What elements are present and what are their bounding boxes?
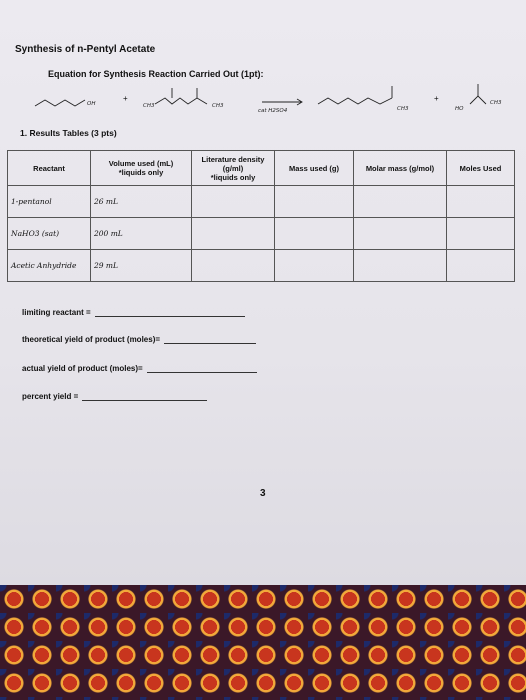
- col-reactant: Reactant: [8, 151, 91, 186]
- density-cell[interactable]: [192, 250, 275, 282]
- reactant-cell[interactable]: Acetic Anhydride: [8, 250, 91, 282]
- table-row: [8, 186, 515, 218]
- actual-yield-field: actual yield of product (moles)=: [22, 364, 257, 373]
- mass-cell[interactable]: [275, 186, 354, 218]
- molar-mass-cell[interactable]: [354, 186, 447, 218]
- volume-cell[interactable]: 29 mL: [91, 250, 192, 282]
- volume-cell[interactable]: 200 mL: [91, 218, 192, 250]
- ho-label: HO: [455, 106, 464, 112]
- theoretical-yield-blank[interactable]: [164, 343, 256, 344]
- table-row: [8, 250, 515, 282]
- col-mass: Mass used (g): [275, 151, 354, 186]
- plus-sign-1: +: [123, 94, 128, 103]
- molar-mass-cell[interactable]: [354, 250, 447, 282]
- volume-cell[interactable]: 26 mL: [91, 186, 192, 218]
- col-density: Literature density (g/ml) *liquids only: [192, 151, 275, 186]
- table-row: [8, 218, 515, 250]
- molar-mass-cell[interactable]: [354, 218, 447, 250]
- density-cell[interactable]: [192, 218, 275, 250]
- col-volume: Volume used (mL) *liquids only: [91, 151, 192, 186]
- percent-yield-field: percent yield =: [22, 392, 207, 401]
- table-header-row: [8, 151, 515, 186]
- reactant-cell[interactable]: NaHO3 (sat): [8, 218, 91, 250]
- catalyst-label: cat H2SO4: [258, 108, 288, 114]
- density-cell[interactable]: [192, 186, 275, 218]
- results-table: [7, 150, 515, 282]
- ch3-label-d: CH3: [490, 100, 502, 106]
- percent-yield-blank[interactable]: [82, 400, 207, 401]
- results-heading: 1. Results Tables (3 pts): [20, 128, 117, 138]
- oh-label: OH: [87, 101, 96, 107]
- ester-skeleton: [318, 98, 392, 104]
- page-title: Synthesis of n-Pentyl Acetate: [15, 44, 156, 55]
- limiting-reactant-blank[interactable]: [95, 316, 245, 317]
- ch3-label-b: CH3: [212, 103, 224, 109]
- reactant-cell[interactable]: 1-pentanol: [8, 186, 91, 218]
- moles-cell[interactable]: [447, 186, 515, 218]
- moles-cell[interactable]: [447, 250, 515, 282]
- anhydride-skeleton: [155, 98, 207, 104]
- limiting-reactant-field: limiting reactant =: [22, 308, 245, 317]
- patterned-fabric-background: [0, 585, 526, 700]
- equation-heading: Equation for Synthesis Reaction Carried Out (1pt):: [48, 69, 264, 79]
- mass-cell[interactable]: [275, 218, 354, 250]
- acetic-acid-skeleton: [470, 96, 486, 104]
- col-molar-mass: Molar mass (g/mol): [354, 151, 447, 186]
- col-moles: Moles Used: [447, 151, 515, 186]
- plus-sign-2: +: [434, 94, 439, 103]
- page-number: 3: [260, 488, 266, 499]
- actual-yield-blank[interactable]: [147, 372, 257, 373]
- theoretical-yield-field: theoretical yield of product (moles)=: [22, 335, 256, 344]
- mass-cell[interactable]: [275, 250, 354, 282]
- ch3-label-a: CH3: [143, 103, 155, 109]
- ch3-label-c: CH3: [397, 106, 409, 112]
- pentanol-skeleton: [35, 100, 85, 106]
- moles-cell[interactable]: [447, 218, 515, 250]
